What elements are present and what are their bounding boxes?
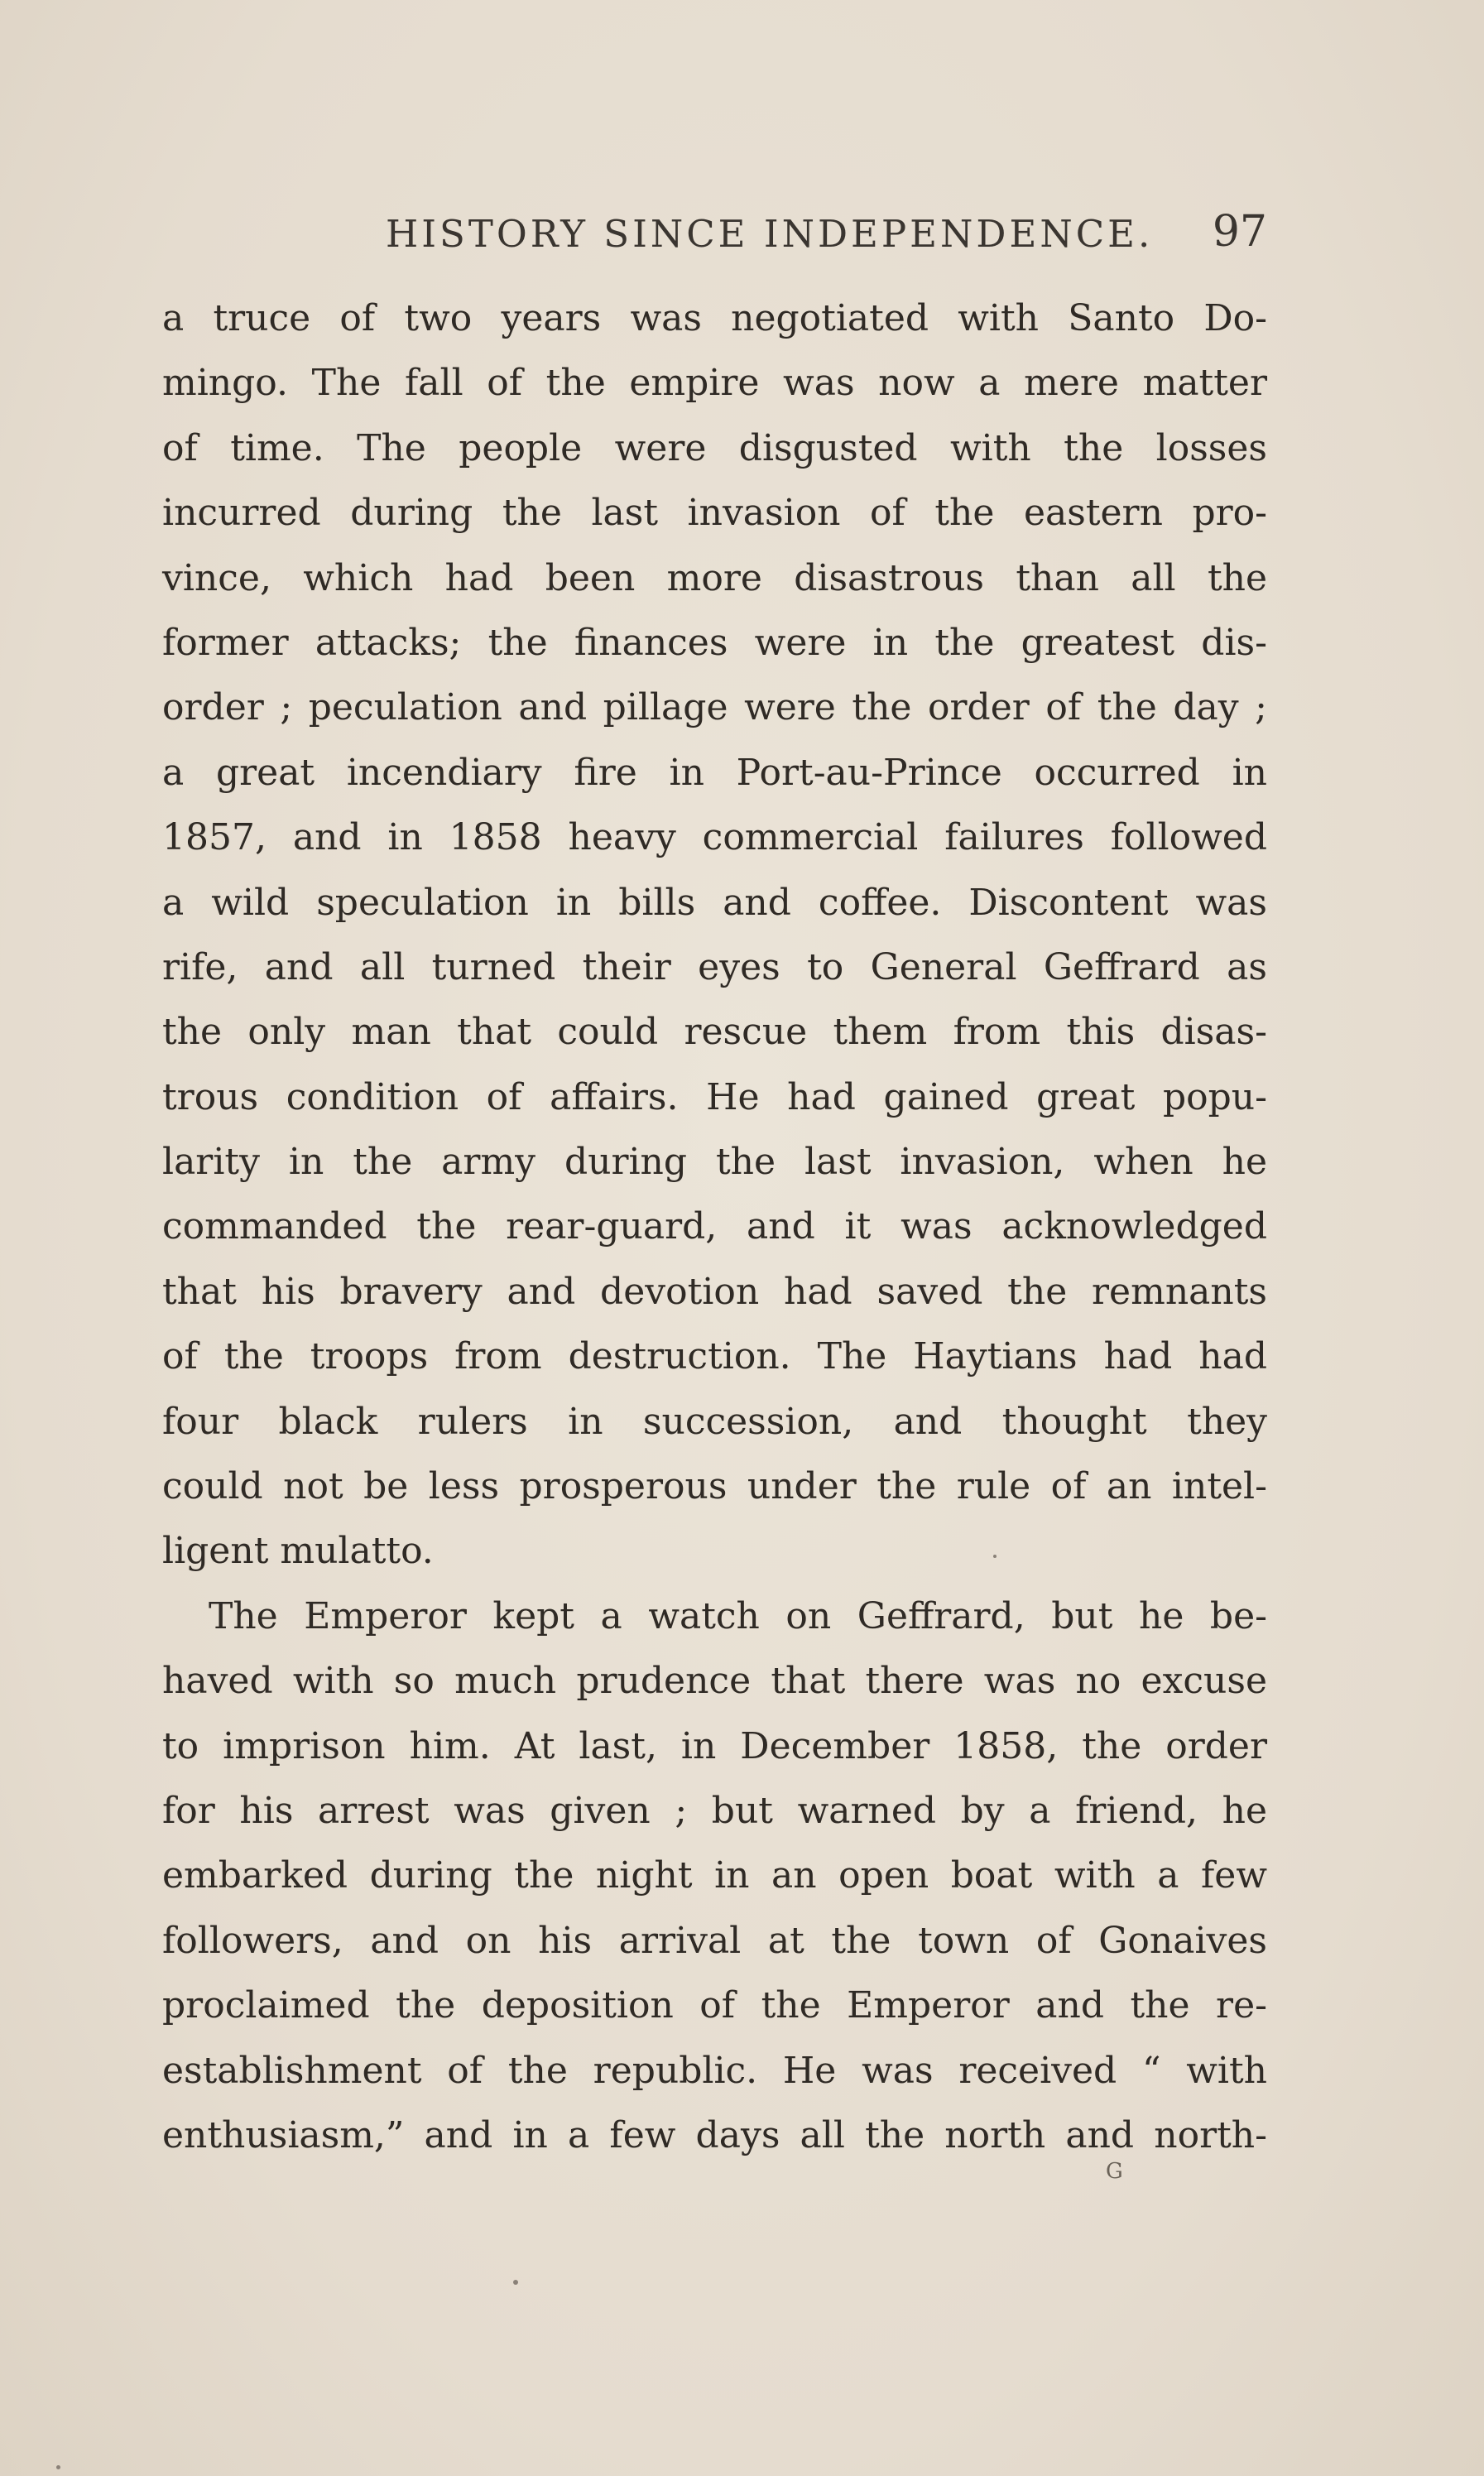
text-line: vince, which had been more disastrous than all the — [162, 556, 1267, 599]
text-line: rife, and all turned their eyes to General Geffrard as — [162, 945, 1267, 988]
text-line: followers, and on his arrival at the town of Gonaives — [162, 1919, 1267, 1962]
body-text — [162, 286, 1267, 2168]
text-line: haved with so much prudence that there was no excuse — [162, 1660, 1267, 1703]
text-line: embarked during the night in an open boat with a few — [162, 1854, 1267, 1897]
text-line: proclaimed the deposition of the Emperor and the re- — [162, 1984, 1267, 2027]
text-line: incurred during the last invasion of the eastern pro- — [162, 492, 1267, 535]
text-line: trous condition of affairs. He had gained great popu- — [162, 1075, 1267, 1118]
signature-mark: G — [1106, 2159, 1123, 2184]
text-line: to imprison him. At last, in December 1858, the order — [162, 1724, 1267, 1767]
running-head: HISTORY SINCE INDEPENDENCE. — [386, 212, 1154, 256]
text-line: four black rulers in succession, and thought they — [162, 1400, 1267, 1443]
text-line: for his arrest was given ; but warned by a friend, he — [162, 1789, 1267, 1832]
paper-speck — [56, 2465, 60, 2469]
text-line: order ; peculation and pillage were the order of the day ; — [162, 686, 1267, 729]
text-line: of the troops from destruction. The Haytians had had — [162, 1335, 1267, 1378]
text-line: 1857, and in 1858 heavy commercial failures followed — [162, 816, 1267, 859]
text-line: that his bravery and devotion had saved the remnants — [162, 1270, 1267, 1313]
text-line: ligent mulatto. — [162, 1530, 434, 1573]
text-line: establishment of the republic. He was received “ with — [162, 2049, 1267, 2092]
text-line: larity in the army during the last invasion, when he — [162, 1141, 1267, 1184]
text-line: could not be less prosperous under the rule of an intel- — [162, 1465, 1267, 1508]
text-line: a wild speculation in bills and coffee. Discontent was — [162, 881, 1267, 924]
text-line: enthusiasm,” and in a few days all the north and north- — [162, 2113, 1267, 2156]
text-line: mingo. The fall of the empire was now a mere matter — [162, 362, 1267, 405]
text-line: a great incendiary fire in Port-au-Prince occurred in — [162, 751, 1267, 794]
text-line: The Emperor kept a watch on Geffrard, but he be- — [209, 1594, 1267, 1637]
page-number: 97 — [1212, 207, 1267, 257]
paper-speck — [993, 1555, 997, 1558]
paper-speck — [513, 2280, 518, 2285]
text-line: commanded the rear-guard, and it was acknowledged — [162, 1205, 1267, 1248]
text-line: former attacks; the finances were in the greatest dis- — [162, 621, 1267, 664]
text-line: a truce of two years was negotiated with Santo Do- — [162, 297, 1267, 339]
page-header — [162, 199, 1267, 265]
text-line: the only man that could rescue them from this disas- — [162, 1011, 1267, 1054]
text-line: of time. The people were disgusted with the losses — [162, 426, 1267, 469]
